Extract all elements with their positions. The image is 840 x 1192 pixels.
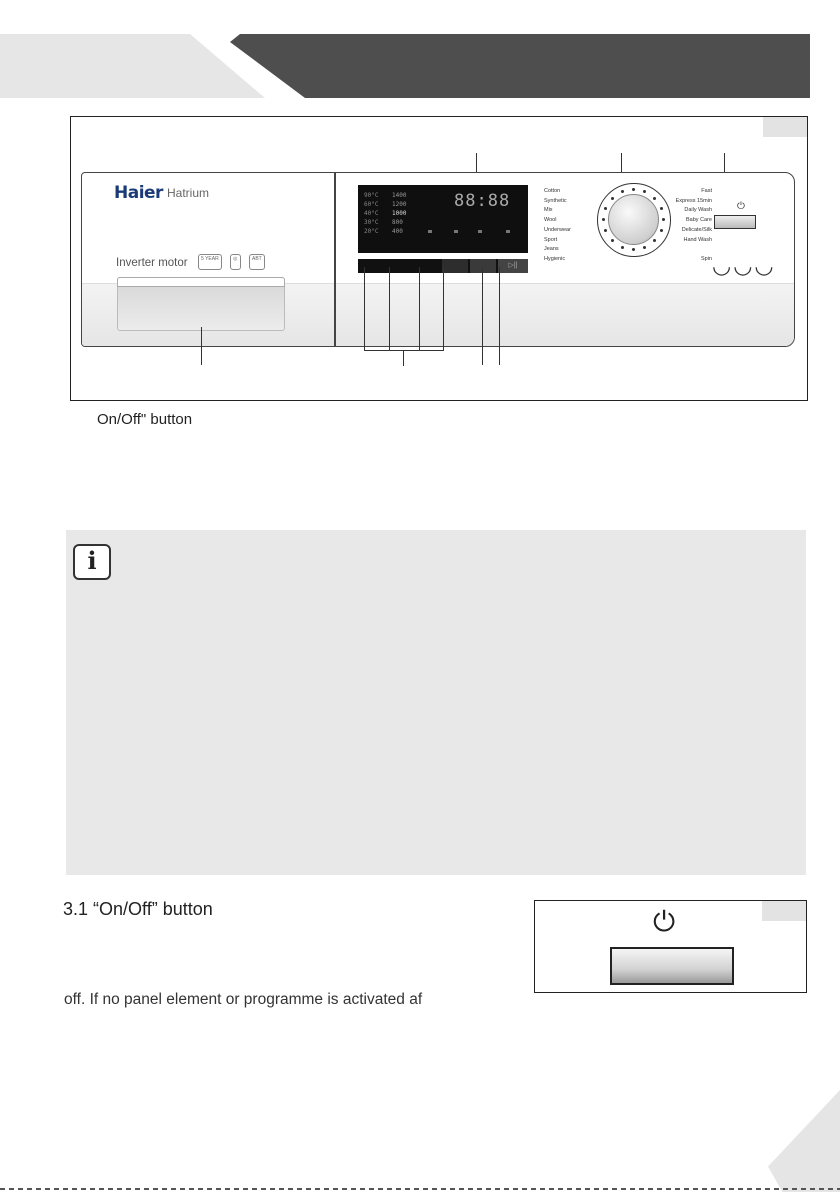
speed-item: 800 [392, 219, 403, 226]
figure-tag [762, 901, 806, 921]
pointer-line-option [419, 267, 420, 350]
speed-item: 400 [392, 228, 403, 235]
header-tab-light [0, 34, 265, 98]
indicator-dot [478, 230, 482, 233]
washer-panel [81, 172, 795, 347]
dial-knob[interactable] [608, 194, 659, 245]
programme-label: Mix [544, 207, 553, 214]
pointer-line-option [389, 267, 390, 350]
section-title: 3.1 “On/Off” button [63, 899, 213, 919]
option-button[interactable] [470, 259, 496, 273]
brand-subtitle: Hatrium [167, 186, 210, 200]
motor-word: motor [158, 257, 188, 269]
indicator-dot [506, 230, 510, 233]
on-off-button[interactable] [714, 215, 756, 229]
indicator-dots [418, 230, 528, 234]
option-button[interactable] [442, 259, 468, 273]
badges [198, 254, 269, 272]
dial-tick [602, 218, 605, 221]
programme-list-left [544, 187, 571, 265]
programme-label: Spin [700, 255, 712, 262]
speed-list [392, 191, 406, 236]
pointer-line-option [364, 267, 365, 350]
dial-tick [653, 239, 656, 242]
option-buttons-group[interactable] [358, 259, 440, 273]
figure-caption: On/Off" button [97, 411, 193, 428]
pointer-line-button [482, 267, 483, 365]
dial-tick [662, 218, 665, 221]
info-icon: i [73, 544, 111, 580]
dial-tick [611, 197, 614, 200]
temp-item: 20°C [364, 228, 379, 235]
programme-label: Sport [544, 236, 558, 243]
pointer-line-drawer [201, 327, 202, 365]
pointer-line-start [499, 267, 500, 365]
temp-item: 40°C [364, 210, 379, 217]
brand-logo: Haier [114, 183, 163, 203]
programme-label: Delicate/Silk [681, 226, 712, 233]
control-panel-figure [70, 116, 808, 401]
programme-label: Baby Care [686, 217, 712, 224]
drawer-handle [117, 277, 285, 287]
programme-label: Daily Wash [684, 207, 712, 214]
dial-tick [604, 229, 607, 232]
dial-tick [643, 246, 646, 249]
programme-dial[interactable] [597, 183, 671, 257]
programme-label: Express 15min [675, 197, 712, 204]
programme-label: Underwear [544, 226, 571, 233]
on-off-button-illustration[interactable] [610, 947, 734, 985]
dial-tick [604, 207, 607, 210]
lcd-display [358, 185, 528, 253]
abt-badge: ABT [249, 254, 265, 270]
time-readout: 88:88 [454, 191, 511, 211]
header-tab-dark [230, 34, 810, 98]
programme-label: Cotton [544, 188, 561, 194]
speed-item: 1000 [392, 210, 407, 217]
power-button-figure [534, 900, 807, 993]
dial-tick [660, 207, 663, 210]
dial-tick [611, 239, 614, 242]
info-box [66, 530, 806, 875]
power-icon: ⏻ [653, 906, 676, 937]
dial-tick [621, 190, 624, 193]
page-bottom-edge [0, 1188, 840, 1190]
dial-tick [643, 190, 646, 193]
programme-label [662, 245, 712, 255]
pointer-bracket [364, 350, 444, 351]
temp-item: 60°C [364, 201, 379, 208]
programme-label: Hygienic [544, 255, 566, 262]
door-handle-icon: ◡◡◡ [712, 253, 776, 278]
speed-item: 1400 [392, 192, 407, 199]
temp-item: 90°C [364, 192, 379, 199]
dial-tick [653, 197, 656, 200]
dial-tick [621, 246, 624, 249]
dial-tick [660, 229, 663, 232]
inverter-word: Inverter [116, 257, 155, 269]
pointer-line-option-group [403, 350, 404, 366]
figure-tag [763, 117, 807, 137]
power-icon: ⏻ [737, 201, 745, 212]
programme-label: Synthetic [544, 197, 567, 204]
indicator-dot [428, 230, 432, 233]
dial-tick [632, 188, 635, 191]
drum-icon: ◎ [230, 254, 240, 270]
temperature-list [364, 191, 378, 236]
dial-tick [632, 248, 635, 251]
programme-label: Hand Wash [683, 236, 712, 243]
warranty-badge: 5 YEAR [198, 254, 222, 270]
pointer-line-option [443, 267, 444, 350]
inverter-label [116, 257, 188, 269]
page-corner [768, 1090, 840, 1192]
start-pause-button[interactable]: ▷|| [498, 259, 528, 273]
speed-item: 1200 [392, 201, 407, 208]
programme-label: Wool [544, 217, 557, 224]
section-text: off. If no panel element or programme is activated af [64, 991, 423, 1008]
panel-divider [334, 173, 336, 347]
programme-label: Jeans [544, 246, 559, 253]
indicator-dot [454, 230, 458, 233]
temp-item: 30°C [364, 219, 379, 226]
programme-label: Fast [701, 188, 712, 194]
